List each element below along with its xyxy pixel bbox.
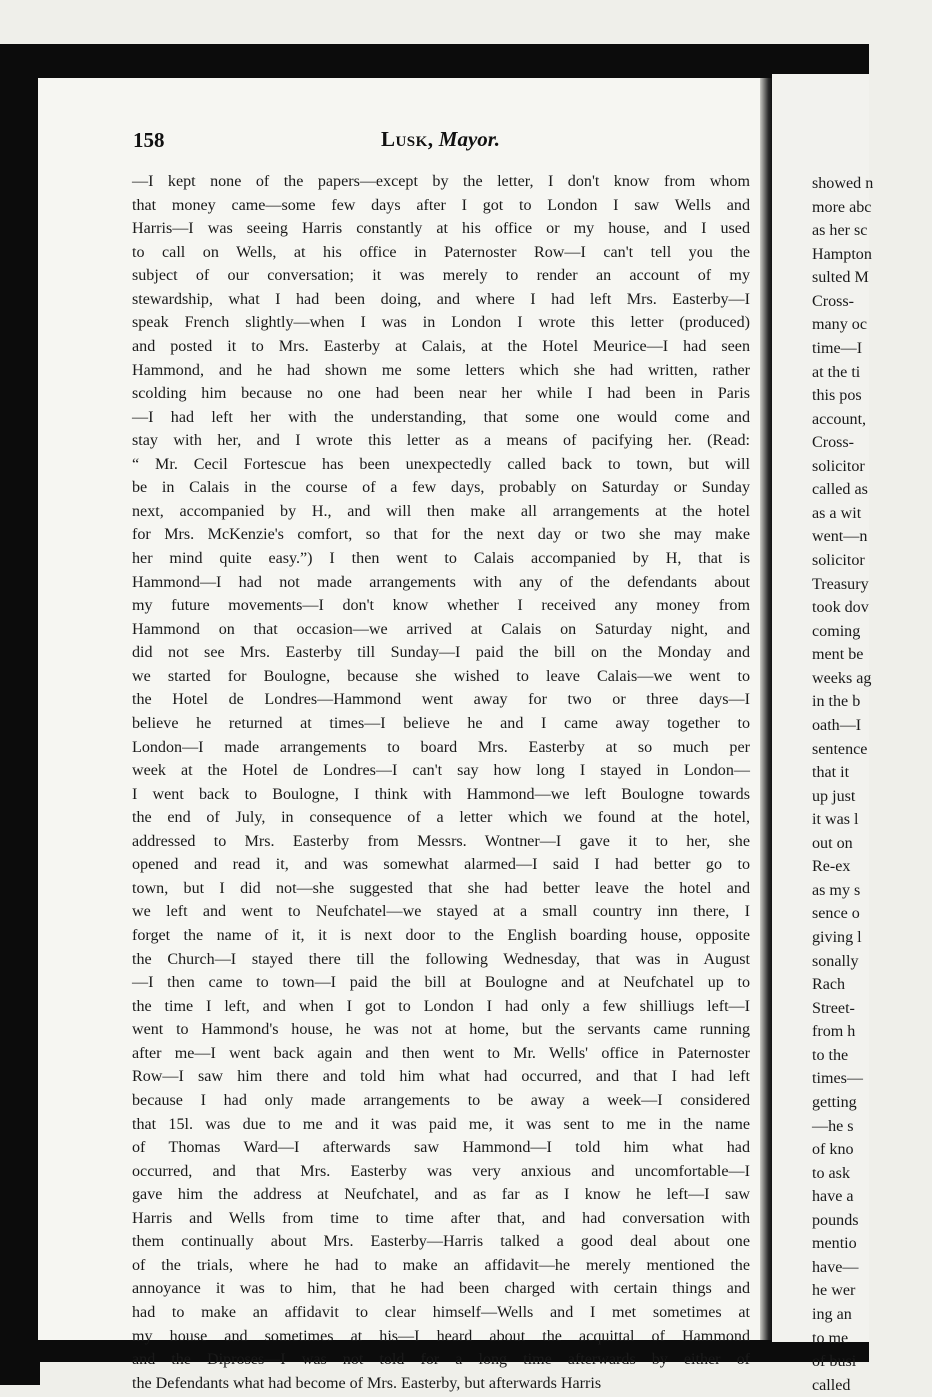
right-text-line: oath—I: [812, 716, 862, 734]
text-line: of the trials, where he had to make an affidavit—he merely mentioned the: [132, 1256, 750, 1274]
right-text-line: he wer: [812, 1282, 856, 1300]
text-line: because I had only made arrangements to be away a week—I considered: [132, 1091, 750, 1109]
right-text-line: this pos: [812, 387, 862, 405]
right-text-line: Treasury: [812, 575, 869, 593]
text-line: we started for Boulogne, because she wished to leave Calais—we went to: [132, 667, 750, 685]
right-text-line: Hampton: [812, 245, 872, 263]
right-text-line: took dov: [812, 599, 869, 617]
top-dark-border: [0, 44, 869, 80]
right-text-line: have a: [812, 1188, 854, 1206]
text-line: speak French slightly—when I was in London I wrote this letter (produced): [132, 314, 750, 332]
right-page-text: [812, 172, 932, 1397]
text-line: Hammond—I had not made arrangements with any of the defendants about: [132, 573, 750, 591]
right-text-line: as her sc: [812, 222, 868, 240]
text-line: to call on Wells, at his office in Paternoster Row—I can't tell you the: [132, 243, 750, 261]
text-line: Hammond, and he had shown me some letters which she had written, rather: [132, 361, 750, 379]
right-text-line: sence o: [812, 905, 860, 923]
text-line: had to make an affidavit to clear himself—Wells and I met sometimes at: [132, 1304, 750, 1321]
text-line: Harris and Wells from time to time after that, and had conversation with: [132, 1209, 750, 1227]
text-line: and posted it to Mrs. Easterby at Calais, at the Hotel Meurice—I had seen: [132, 337, 750, 355]
text-line: town, but I did not—she suggested that she had better leave the hotel and: [132, 879, 750, 897]
page-number: 158: [133, 128, 165, 152]
text-line: stewardship, what I had been doing, and where I had left Mrs. Easterby—I: [132, 290, 750, 308]
right-text-line: Re-ex: [812, 858, 851, 876]
text-line: “ Mr. Cecil Fortescue has been unexpectedly called back to town, but will: [132, 455, 750, 473]
right-text-line: Cross-: [812, 292, 855, 310]
text-line: —I had left her with the understanding, that some one would come and: [132, 408, 750, 426]
right-text-line: Cross-: [812, 434, 855, 452]
right-text-line: at the ti: [812, 363, 861, 381]
text-line: the Defendants what had become of Mrs. Easterby, but afterwards Harris: [132, 1374, 602, 1392]
text-line: Harris—I was seeing Harris constantly at his office or my house, and I used: [132, 220, 750, 238]
text-line: next, accompanied by H., and will then make all arrangements at the hotel: [132, 502, 750, 520]
text-line: London—I made arrangements to board Mrs. Easterby at so much per: [132, 738, 750, 756]
body-text: [132, 170, 750, 1395]
text-line: Row—I saw him there and told him what had occurred, and that I had left: [132, 1068, 750, 1086]
right-text-line: from h: [812, 1023, 856, 1041]
text-line: that 15l. was due to me and it was paid me, it was sent to me in the name: [132, 1115, 750, 1133]
right-text-line: went—n: [812, 528, 868, 546]
text-line: the Hotel de Londres—Hammond went away for two or three days—I: [132, 691, 750, 709]
right-text-line: as my s: [812, 881, 861, 899]
text-line: went to Hammond's house, he was not at home, but the servants came running: [132, 1021, 750, 1039]
right-text-line: it was l: [812, 811, 859, 829]
right-text-line: giving l: [812, 929, 862, 946]
running-head-name: Lusk,: [380, 127, 434, 151]
text-line: believe he returned at times—I believe he and I came away together to: [132, 714, 750, 732]
text-line: we left and went to Neufchatel—we stayed at a small country inn there, I: [132, 903, 750, 921]
text-line: I went back to Boulogne, I think with Hammond—we left Boulogne towards: [132, 785, 750, 803]
right-text-line: in the b: [812, 693, 861, 711]
right-text-line: —he s: [812, 1117, 854, 1135]
text-line: stay with her, and I wrote this letter as a means of pacifying her. (Read:: [132, 432, 750, 450]
left-dark-border: [0, 44, 40, 1385]
right-text-line: solicitor: [812, 457, 865, 475]
text-line: be in Calais in the course of a few days, probably on Saturday or Sunday: [132, 479, 750, 497]
text-line: week at the Hotel de Londres—I can't say how long I stayed in London—: [132, 762, 750, 780]
text-line: gave him the address at Neufchatel, and as far as I know he left—I saw: [132, 1186, 750, 1204]
text-line: after me—I went back again and then went to Mr. Wells' office in Paternoster: [132, 1044, 750, 1062]
text-line: my house and sometimes at his—I heard about the acquittal of Hammond: [132, 1327, 750, 1345]
text-line: —I kept none of the papers—except by the letter, I don't know from whom: [132, 173, 750, 190]
right-text-line: pounds: [812, 1211, 859, 1229]
right-text-line: solicitor: [812, 552, 865, 569]
right-text-line: to me: [812, 1329, 849, 1347]
right-text-line: have—: [812, 1258, 859, 1276]
text-line: the Church—I stayed there till the following Wednesday, that was in August: [132, 950, 750, 968]
right-text-line: times—: [812, 1070, 863, 1088]
right-text-line: time—I: [812, 339, 863, 357]
right-text-line: sentence: [812, 740, 868, 758]
text-line: opened and read it, and was somewhat alarmed—I said I had better go to: [132, 856, 750, 874]
text-line: subject of our conversation; it was merely to render an account of my: [132, 267, 750, 285]
right-text-line: sonally: [812, 952, 859, 970]
right-text-line: out on: [812, 834, 853, 852]
right-text-line: sulted M: [812, 269, 869, 287]
right-text-line: coming: [812, 622, 861, 640]
right-text-line: many oc: [812, 316, 867, 334]
right-text-line: showed n: [812, 175, 874, 192]
right-text-line: ing an: [812, 1306, 852, 1323]
text-line: annoyance it was to him, that he had been charged with certain things and: [132, 1280, 750, 1298]
right-text-line: of kno: [812, 1141, 854, 1159]
running-head-title: Mayor.: [438, 127, 501, 151]
text-line: of Thomas Ward—I afterwards saw Hammond—I told him what had: [132, 1139, 750, 1157]
text-line: Hammond on that occasion—we arrived at Calais on Saturday night, and: [132, 620, 750, 638]
text-line: forget the name of it, it is next door to the English boarding house, opposite: [132, 927, 750, 944]
text-line: her mind quite easy.”) I then went to Calais accompanied by H, that is: [132, 550, 750, 567]
text-line: and the Diproses—I was not told for a long time afterwards by either of: [132, 1351, 750, 1369]
right-text-line: weeks ag: [812, 669, 872, 687]
right-text-line: ment be: [812, 646, 864, 664]
right-text-line: Rach: [812, 976, 846, 994]
page-header: [133, 124, 748, 158]
right-text-line: called as: [812, 481, 868, 499]
text-line: occurred, and that Mrs. Easterby was very anxious and uncomfortable—I: [132, 1162, 750, 1180]
right-text-line: to ask: [812, 1164, 850, 1182]
right-text-line: of busi: [812, 1353, 857, 1371]
text-line: that money came—some few days after I got to London I saw Wells and: [132, 196, 750, 214]
right-text-line: as a wit: [812, 504, 862, 522]
right-text-line: getting: [812, 1093, 857, 1111]
right-text-line: up just: [812, 787, 856, 805]
text-line: them continually about Mrs. Easterby—Harris talked a good deal about one: [132, 1233, 750, 1251]
text-line: for Mrs. McKenzie's comfort, so that for the next day or two she may make: [132, 526, 750, 544]
right-text-line: called: [812, 1376, 851, 1394]
text-line: did not see Mrs. Easterby till Sunday—I paid the bill on the Monday and: [132, 644, 750, 662]
right-text-line: mentio: [812, 1235, 857, 1253]
right-text-line: account,: [812, 410, 867, 428]
text-line: the end of July, in consequence of a letter which we found at the hotel,: [132, 809, 750, 827]
text-line: —I then came to town—I paid the bill at Boulogne and at Neufchatel up to: [132, 974, 750, 992]
right-text-line: that it: [812, 764, 850, 782]
text-line: the time I left, and when I got to London I had only a few shilliugs left—I: [132, 997, 750, 1015]
book-gutter: [760, 78, 772, 1340]
running-head: [133, 127, 748, 152]
text-line: my future movements—I don't know whether I received any money from: [132, 597, 750, 615]
text-line: addressed to Mrs. Easterby from Messrs. Wontner—I gave it to her, she: [132, 832, 750, 850]
right-text-line: more abc: [812, 198, 872, 216]
right-text-line: to the: [812, 1046, 849, 1064]
text-line: scolding him because no one had been near her while I had been in Paris: [132, 385, 750, 403]
right-text-line: Street-: [812, 999, 855, 1017]
